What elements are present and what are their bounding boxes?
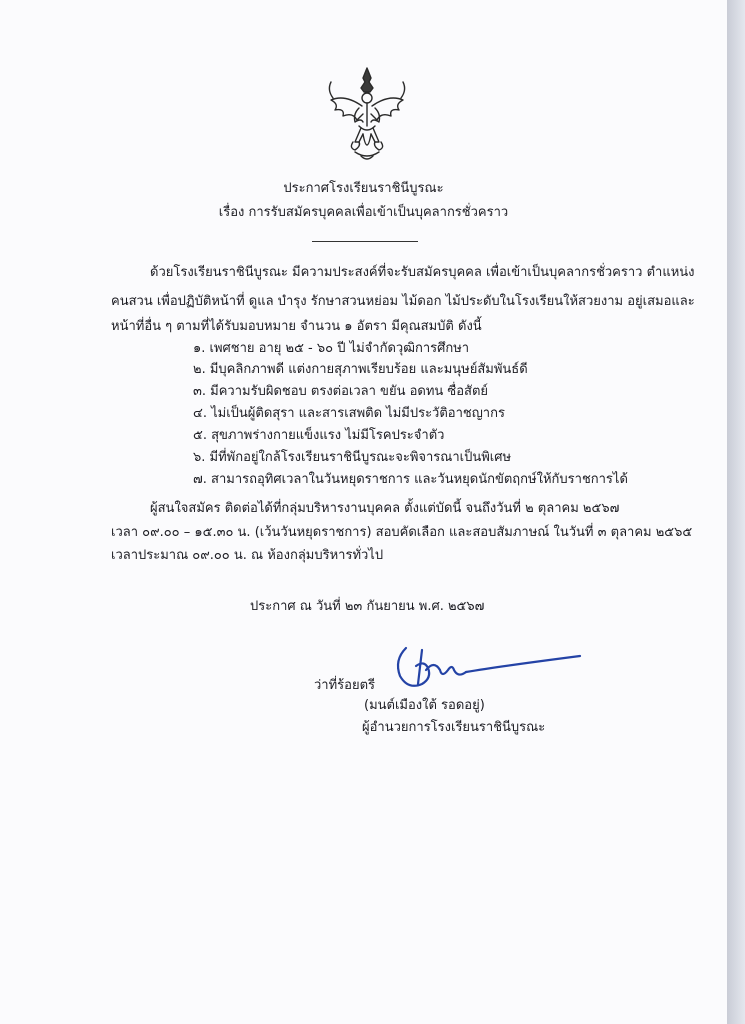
contact-line: ผู้สนใจสมัคร ติดต่อได้ที่กลุ่มบริหารงานบุคคล ตั้งแต่บัดนี้ จนถึงวันที่ ๒ ตุลาคม ๒๕๖๗: [150, 501, 620, 516]
garuda-emblem: [325, 64, 409, 164]
qualification-item: ๕. สุขภาพร่างกายแข็งแรง ไม่มีโรคประจำตัว: [193, 428, 445, 443]
title-divider: [312, 241, 418, 242]
intro-line: คนสวน เพื่อปฏิบัติหน้าที่ ดูแล บำรุง รักษาสวนหย่อม ไม้ดอก ไม้ประดับในโรงเรียนให้สวยงาม อยู่เสมอและ: [111, 294, 695, 309]
signer-position: ผู้อำนวยการโรงเรียนราชินีบูรณะ: [362, 720, 546, 735]
intro-line: ด้วยโรงเรียนราชินีบูรณะ มีความประสงค์ที่จะรับสมัครบุคคล เพื่อเข้าเป็นบุคลากรชั่วคราว ตำแหน่ง: [150, 265, 695, 280]
signer-name: (มนต์เมืองใต้ รอดอยู่): [364, 698, 485, 713]
qualification-item: ๒. มีบุคลิกภาพดี แต่งกายสุภาพเรียบร้อย และมนุษย์สัมพันธ์ดี: [193, 362, 528, 377]
qualification-item: ๖. มีที่พักอยู่ใกล้โรงเรียนราชินีบูรณะจะพิจารณาเป็นพิเศษ: [193, 450, 512, 465]
contact-line: เวลาประมาณ ๐๙.๐๐ น. ณ ห้องกลุ่มบริหารทั่วไป: [111, 548, 384, 563]
qualification-item: ๑. เพศชาย อายุ ๒๕ - ๖๐ ปี ไม่จำกัดวุฒิการศึกษา: [193, 341, 470, 356]
announcement-date: ประกาศ ณ วันที่ ๒๓ กันยายน พ.ศ. ๒๕๖๗: [250, 599, 485, 614]
contact-line: เวลา ๐๙.๐๐ – ๑๕.๓๐ น. (เว้นวันหยุดราชการ) สอบคัดเลือก และสอบสัมภาษณ์ ในวันที่ ๓ ตุลาคม ๒๕๖๕: [111, 525, 693, 540]
qualification-item: ๓. มีความรับผิดชอบ ตรงต่อเวลา ขยัน อดทน ซื่อสัตย์: [193, 384, 489, 399]
signer-rank: ว่าที่ร้อยตรี: [314, 678, 376, 693]
intro-line: หน้าที่อื่น ๆ ตามที่ได้รับมอบหมาย จำนวน ๑ อัตรา มีคุณสมบัติ ดังนี้: [111, 319, 482, 334]
signature-scribble: [392, 640, 584, 700]
announcement-title: ประกาศโรงเรียนราชินีบูรณะ: [283, 181, 444, 196]
announcement-subject: เรื่อง การรับสมัครบุคคลเพื่อเข้าเป็นบุคลากรชั่วคราว: [218, 205, 509, 220]
qualification-item: ๔. ไม่เป็นผู้ติดสุรา และสารเสพติด ไม่มีประวัติอาชญากร: [193, 406, 505, 421]
page-edge-shadow: [727, 0, 745, 1024]
qualification-item: ๗. สามารถอุทิศเวลาในวันหยุดราชการ และวันหยุดนักขัตฤกษ์ให้กับราชการได้: [193, 472, 628, 487]
